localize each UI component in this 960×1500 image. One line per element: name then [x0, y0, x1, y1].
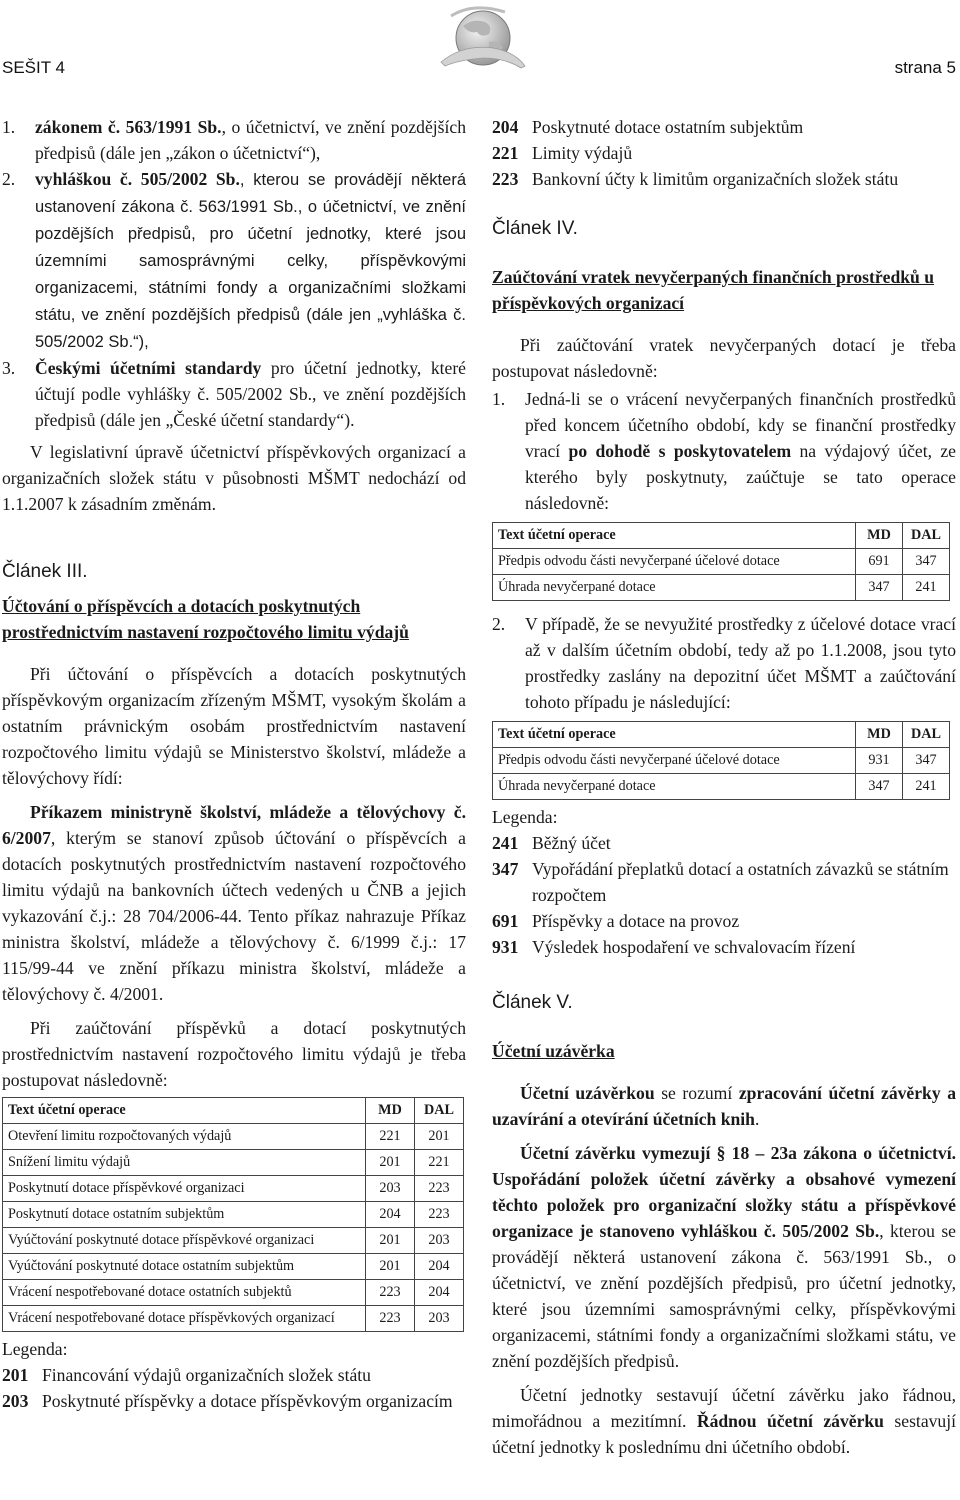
cell-dal: 204: [415, 1280, 464, 1306]
legend-code: 203: [2, 1391, 29, 1411]
legend-item: [492, 166, 956, 192]
paragraph-text: Účetní jednotky sestavují účetní závěrku jako řádnou, mimořádnou a mezitímní.: [492, 1385, 956, 1431]
legend-item: [2, 1362, 466, 1388]
cell-text: Předpis odvodu části nevyčerpané účelové dotace: [493, 748, 856, 774]
list-item-text: Jedná-li se o vrácení nevyčerpaných finančních prostředků před koncem účetního období, kdy se finanční prostředky vrací: [525, 389, 956, 461]
legend-code: 204: [492, 117, 519, 137]
cell-text: Poskytnutí dotace ostatním subjektům: [3, 1202, 366, 1228]
scope-emphasis: Účetní závěrku vymezují § 18 – 23a zákona o účetnictví. Uspořádání položek účetní závěrky a obsahové vymezení těchto položek pro organizační složky státu a příspěvkové organizace je stanoveno vyhláškou č. 505/2002 Sb.: [492, 1143, 956, 1241]
cell-dal: 223: [415, 1176, 464, 1202]
cell-dal: 204: [415, 1254, 464, 1280]
accounting-table-limits: [2, 1097, 464, 1332]
col-header-text: Text účetní operace: [3, 1098, 366, 1124]
legend-text: Poskytnuté dotace ostatním subjektům: [532, 117, 804, 137]
list-item-text: , o účetnictví, ve znění pozdějších předpisů (dále jen „zákon o účetnictví“),: [35, 117, 467, 163]
legend-list: [2, 1362, 466, 1414]
cell-text: Vyúčtování poskytnuté dotace ostatním subjektům: [3, 1254, 366, 1280]
table-row: [3, 1306, 464, 1332]
article-4-heading: Článek IV.: [492, 218, 578, 239]
legend-text: Limity výdajů: [532, 143, 633, 163]
list-item-law: [2, 114, 466, 166]
legend-list: [492, 830, 956, 960]
cell-text: Vyúčtování poskytnuté dotace příspěvkové organizaci: [3, 1228, 366, 1254]
paragraph-legislation: V legislativní úpravě účetnictví příspěvkových organizací a organizačních složek státu v působnosti MŠMT nedochází od 1.1.2007 k zásadním změnám.: [2, 442, 466, 514]
paragraph-closing-types: [492, 1382, 956, 1460]
cell-text: Vrácení nespotřebované dotace příspěvkových organizací: [3, 1306, 366, 1332]
col-header-md: MD: [856, 722, 903, 748]
paragraph-text: , kterým se stanoví způsob účtování o příspěvcích a dotacích poskytnutých prostřednictvím nastavení rozpočtového limitu výdajů na bankovních účtech vedených u ČNB a jejich vykazování č.j.: 28 704/2006-44. Tento příkaz nahrazuje Příkaz ministra školství, mládeže a tělovýchovy č. 6/1999 č.j.: 17 115/99-44 ve znění příkazu ministra školství, mládeže a tělovýchovy č. 4/2001.: [2, 828, 466, 1004]
decree-6-2007-reference: Příkazem ministryně školství, mládeže a tělovýchovy č. 6/2007: [2, 802, 466, 848]
table-row: [3, 1202, 464, 1228]
col-header-dal: DAL: [903, 523, 950, 549]
article-5-heading: Článek V.: [492, 992, 573, 1013]
table-row: [3, 1254, 464, 1280]
paragraph-decree-6-2007: [2, 799, 466, 1007]
list-item-text: pro účetní jednotky, které účtují podle vyhlášky č. 505/2002 Sb., ve znění pozdějších předpisů (dále jen „České účetní standardy“).: [35, 358, 466, 430]
legend-text: Vypořádání přeplatků dotací a ostatních závazků se státním rozpočtem: [532, 859, 949, 905]
cell-md: 204: [366, 1202, 415, 1228]
legend-item: [492, 934, 956, 960]
paragraph-text: .: [754, 1109, 760, 1129]
list-item-decree: [2, 166, 466, 355]
legend-text: Bankovní účty k limitům organizačních složek státu: [532, 169, 899, 189]
col-header-text: Text účetní operace: [493, 722, 856, 748]
cell-text: Otevření limitu rozpočtovaných výdajů: [3, 1124, 366, 1150]
legend-text: Poskytnuté příspěvky a dotace příspěvkovým organizacím: [42, 1391, 453, 1411]
cell-dal: 223: [415, 1202, 464, 1228]
accounting-table-return-2: [492, 721, 950, 800]
cell-text: Úhrada nevyčerpané dotace: [493, 774, 856, 800]
list-item-text: V případě, že se nevyužité prostředky z účelové dotace vrací až v dalším účetním období, tedy až po 1.1.2008, jsou tyto prostředky zaslány na depozitní účet MŠMT a zaúčtování tohoto případu je následující:: [525, 614, 956, 712]
list-number: 1.: [2, 117, 16, 137]
cell-dal: 221: [415, 1150, 464, 1176]
cell-text: Snížení limitu výdajů: [3, 1150, 366, 1176]
list-item-return-next-period: [492, 611, 956, 715]
legend-code: 347: [492, 859, 519, 879]
paragraph-procedure: Při zaúčtování příspěvků a dotací poskytnutých prostřednictvím nastavení rozpočtového limitu výdajů je třeba postupovat následovně:: [2, 1018, 466, 1090]
legend-code: 691: [492, 911, 519, 931]
article-4-title: Zaúčtování vratek nevyčerpaných finančních prostředků u příspěvkových organizací: [492, 267, 934, 313]
cell-md: 223: [366, 1280, 415, 1306]
agreement-emphasis: po dohodě s poskytovatelem: [568, 441, 792, 461]
accounting-table-return-1: [492, 522, 950, 601]
legend-code: 931: [492, 937, 519, 957]
list-item-standards: [2, 355, 466, 433]
legend-code: 201: [2, 1365, 29, 1385]
legend-item: [2, 1388, 466, 1414]
cell-dal: 201: [415, 1124, 464, 1150]
legend-item: [492, 114, 956, 140]
cell-md: 347: [856, 575, 903, 601]
table-row: [493, 748, 950, 774]
legend-item: [492, 856, 956, 908]
article-3-heading: Článek III.: [2, 561, 88, 582]
col-header-text: Text účetní operace: [493, 523, 856, 549]
cell-md: 201: [366, 1254, 415, 1280]
legend-text: Běžný účet: [532, 833, 611, 853]
paragraph-article4-intro: Při zaúčtování vratek nevyčerpaných dotací je třeba postupovat následovně:: [492, 335, 956, 381]
col-header-md: MD: [856, 523, 903, 549]
paragraph-closing-definition: [492, 1080, 956, 1132]
cell-text: Poskytnutí dotace příspěvkové organizaci: [3, 1176, 366, 1202]
term-regular-closing: Řádnou účetní závěrku: [696, 1411, 884, 1431]
article-5-title: Účetní uzávěrka: [492, 1041, 615, 1061]
table-row: [493, 575, 950, 601]
cell-dal: 203: [415, 1228, 464, 1254]
cell-md: 347: [856, 774, 903, 800]
list-item-return-before-end: [492, 386, 956, 516]
cell-text: Předpis odvodu části nevyčerpané účelové dotace: [493, 549, 856, 575]
legend-item: [492, 830, 956, 856]
list-item-text: na výdajový účet, ze kterého byly poskytnuty, zaúčtuje se tato operace následovně:: [525, 441, 956, 513]
paragraph-text: , kterou se provádějí některá ustanovení zákona č. 563/1991 Sb., o účetnictví, ve znění pozdějších předpisů, pro účetní jednotky, které jsou územními samosprávnými celky, příspěvkovými organizacemi, státními fondy a organizačními složkami státu, ve znění pozdějších předpisů.: [492, 1221, 956, 1371]
table-row: [493, 774, 950, 800]
cell-dal: 241: [903, 575, 950, 601]
cell-md: 223: [366, 1306, 415, 1332]
globe-logo-icon: [433, 4, 527, 80]
cell-md: 931: [856, 748, 903, 774]
cell-md: 691: [856, 549, 903, 575]
header-left: SEŠIT 4: [2, 58, 65, 77]
paragraph-article3-intro: Při účtování o příspěvcích a dotacích poskytnutých příspěvkovým organizacím zřízeným MŠMT, vysokým školám a ostatním právnickým osobám prostřednictvím nastavení rozpočtového limitu výdajů se Ministerstvo školství, mládeže a tělovýchovy řídí:: [2, 664, 466, 788]
table-row: [3, 1176, 464, 1202]
standards-reference: Českými účetními standardy: [35, 358, 262, 378]
list-item-text: , kterou se provádějí některá ustanovení zákona č. 563/1991 Sb., o účetnictví, ve znění pozdějších předpisů, pro účetní jednotky, které jsou územními samosprávnými celky, příspěvkovými organizacemi, státními fondy a organizačními složkami státu, ve znění pozdějších předpisů (dále jen „vyhláška č. 505/2002 Sb.“),: [35, 171, 466, 351]
list-number: 1.: [492, 389, 506, 409]
term-closing: Účetní uzávěrkou: [520, 1083, 655, 1103]
table-row: [493, 549, 950, 575]
legend-title: Legenda:: [492, 807, 558, 827]
law-reference: zákonem č. 563/1991 Sb.: [35, 117, 222, 137]
cell-dal: 241: [903, 774, 950, 800]
cell-md: 201: [366, 1150, 415, 1176]
table-row: [3, 1150, 464, 1176]
list-number: 3.: [2, 358, 16, 378]
cell-md: 203: [366, 1176, 415, 1202]
list-number: 2.: [492, 614, 506, 634]
paragraph-text: sestavují účetní jednotky k poslednímu dni účetního období.: [492, 1411, 957, 1457]
legend-code: 241: [492, 833, 519, 853]
legend-continued: [492, 114, 956, 192]
paragraph-closing-scope: [492, 1140, 956, 1374]
legend-text: Výsledek hospodaření ve schvalovacím řízení: [532, 937, 856, 957]
left-column: [2, 114, 466, 1414]
col-header-dal: DAL: [903, 722, 950, 748]
legend-code: 223: [492, 169, 519, 189]
paragraph-text: se rozumí: [654, 1083, 739, 1103]
legend-code: 221: [492, 143, 519, 163]
table-row: [3, 1124, 464, 1150]
col-header-dal: DAL: [415, 1098, 464, 1124]
cell-md: 221: [366, 1124, 415, 1150]
cell-text: Úhrada nevyčerpané dotace: [493, 575, 856, 601]
cell-dal: 203: [415, 1306, 464, 1332]
cell-text: Vrácení nespotřebované dotace ostatních subjektů: [3, 1280, 366, 1306]
col-header-md: MD: [366, 1098, 415, 1124]
cell-dal: 347: [903, 549, 950, 575]
legend-title: Legenda:: [2, 1339, 68, 1359]
legend-item: [492, 140, 956, 166]
term-definition: zpracování účetní závěrky a uzavírání a otevírání účetních knih: [492, 1083, 956, 1129]
legend-text: Financování výdajů organizačních složek státu: [42, 1365, 371, 1385]
list-number: 2.: [2, 169, 16, 189]
cell-md: 201: [366, 1228, 415, 1254]
legend-item: [492, 908, 956, 934]
table-row: [3, 1228, 464, 1254]
legend-text: Příspěvky a dotace na provoz: [532, 911, 740, 931]
table-row: [3, 1280, 464, 1306]
right-column: [492, 114, 956, 1460]
header-right: strana 5: [894, 58, 956, 77]
decree-reference: vyhláškou č. 505/2002 Sb.: [35, 169, 240, 189]
article-3-title: Účtování o příspěvcích a dotacích poskytnutých prostřednictvím nastavení rozpočtového limitu výdajů: [2, 596, 409, 642]
cell-dal: 347: [903, 748, 950, 774]
